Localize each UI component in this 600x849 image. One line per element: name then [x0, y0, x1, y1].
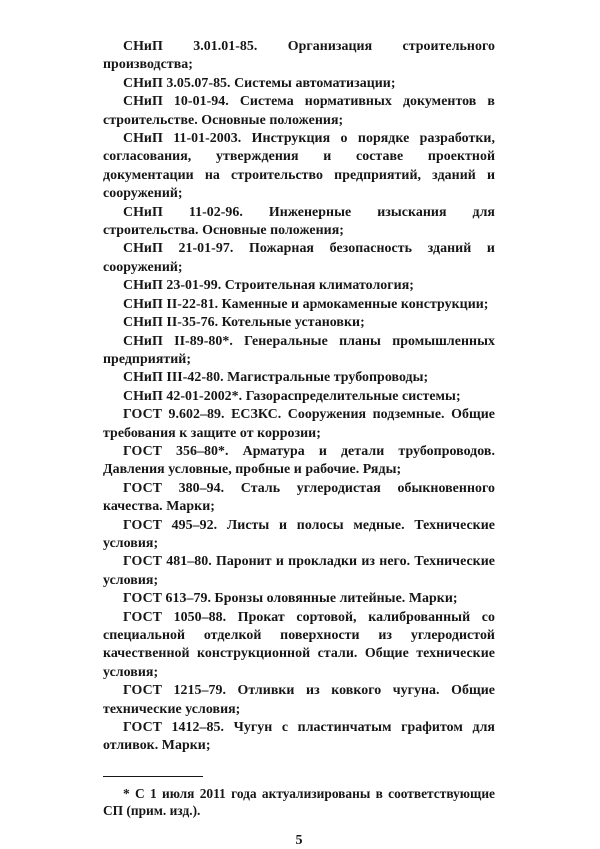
reference-item: СНиП 11-02-96. Инженерные изыскания для строительства. Основные положения;	[103, 204, 495, 239]
reference-item: ГОСТ 1412–85. Чугун с пластинчатым графитом для отливок. Марки;	[103, 720, 495, 754]
page-number: 5	[295, 832, 303, 848]
reference-item: ГОСТ 356–80*. Арматура и детали трубопроводов. Давления условные, пробные и рабочие. Ряды;	[103, 443, 495, 478]
reference-item: ГОСТ 613–79. Бронзы оловянные литейные. Марки;	[123, 591, 458, 607]
reference-item: ГОСТ 380–94. Сталь углеродистая обыкновенного качества. Марки;	[103, 480, 495, 515]
book-page	[103, 38, 495, 849]
reference-item: СНиП II-89-80*. Генеральные планы промышленных предприятий;	[103, 333, 495, 367]
reference-item: СНиП 3.01.01-85. Организация строительного производства;	[103, 39, 495, 73]
reference-item: СНиП 10-01-94. Система нормативных документов в строительстве. Основные положения;	[103, 94, 495, 128]
reference-item: ГОСТ 1050–88. Прокат сортовой, калиброванный со специальной отделкой поверхности из углеродистой качественной конструкционной стали. Общие технические условия;	[103, 609, 495, 680]
reference-item: СНиП II-22-81. Каменные и армокаменные конструкции;	[123, 296, 489, 312]
reference-item: СНиП 23-01-99. Строительная климатология;	[123, 278, 414, 294]
references-list	[103, 38, 495, 756]
reference-item: СНиП 21-01-97. Пожарная безопасность зданий и сооружений;	[103, 241, 495, 275]
reference-item: СНиП 42-01-2002*. Газораспределительные системы;	[123, 388, 461, 404]
reference-item: ГОСТ 481–80. Паронит и прокладки из него. Технические условия;	[103, 554, 495, 588]
reference-item: ГОСТ 495–92. Листы и полосы медные. Технические условия;	[103, 517, 495, 551]
footnote: * С 1 июля 2011 года актуализированы в соответствующие СП (прим. изд.).	[103, 785, 495, 819]
footnote-divider	[103, 776, 203, 777]
reference-item: СНиП II-35-76. Котельные установки;	[123, 315, 365, 331]
reference-item: СНиП 11-01-2003. Инструкция о порядке разработки, согласования, утверждения и составе проектной документации на строительство предприятий, зданий и сооружений;	[103, 131, 495, 202]
reference-item: СНиП III-42-80. Магистральные трубопроводы;	[123, 370, 429, 386]
reference-item: СНиП 3.05.07-85. Системы автоматизации;	[123, 75, 396, 91]
reference-item: ГОСТ 1215–79. Отливки из ковкого чугуна. Общие технические условия;	[103, 683, 495, 717]
reference-item: ГОСТ 9.602–89. ЕСЗКС. Сооружения подземные. Общие требования к защите от коррозии;	[103, 407, 495, 441]
